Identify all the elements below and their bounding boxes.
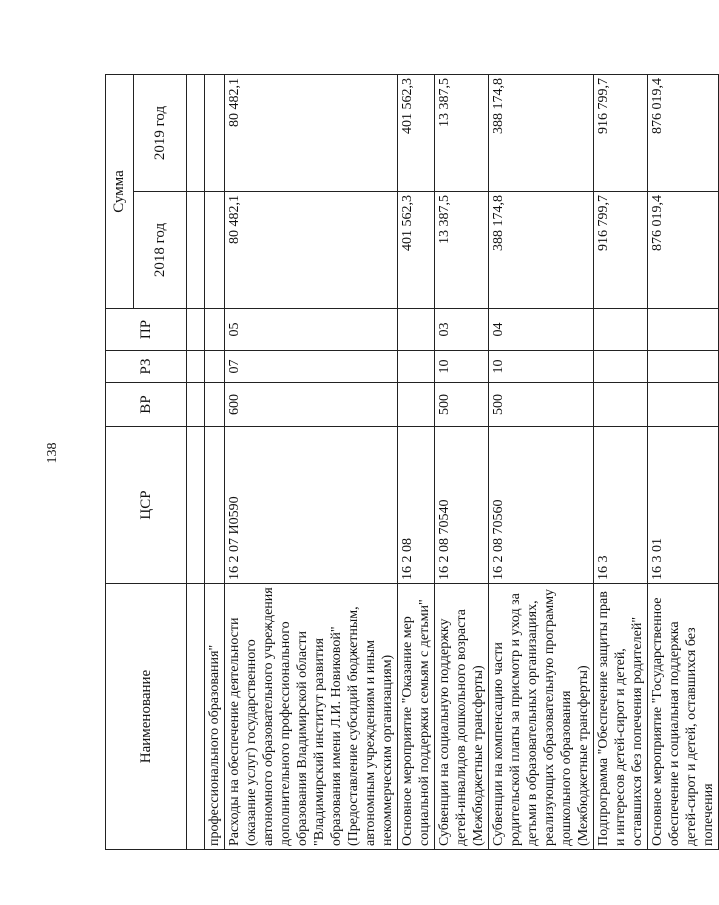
row-sum-2019 xyxy=(205,74,225,191)
header-sum: Сумма xyxy=(106,74,134,308)
table-row xyxy=(435,74,489,849)
header-spacer-row xyxy=(187,74,205,849)
row-sum-2018: 916 799,7 xyxy=(594,192,648,309)
header-year-2019: 2019 год xyxy=(134,74,187,191)
row-vr xyxy=(648,383,719,427)
header-rz: РЗ xyxy=(106,351,187,383)
row-sum-2019: 401 562,3 xyxy=(398,74,435,191)
row-rz: 10 xyxy=(489,351,594,383)
table-row xyxy=(489,74,594,849)
row-sum-2018: 13 387,5 xyxy=(435,192,489,309)
row-sum-2018 xyxy=(205,192,225,309)
row-rz: 07 xyxy=(225,351,398,383)
header-vr: ВР xyxy=(106,383,187,427)
table-row xyxy=(398,74,435,849)
row-csr: 16 2 08 70540 xyxy=(435,427,489,584)
row-csr: 16 2 08 70560 xyxy=(489,427,594,584)
row-sum-2019: 388 174,8 xyxy=(489,74,594,191)
row-pr xyxy=(205,309,225,351)
row-rz xyxy=(205,351,225,383)
row-rz xyxy=(594,351,648,383)
row-vr xyxy=(398,383,435,427)
row-csr: 16 2 07 И0590 xyxy=(225,427,398,584)
row-name: Подпрограмма "Обеспечение защиты прав и интересов детей-сирот и детей, оставшихся без попечения родителей" xyxy=(594,584,648,850)
page-number: 138 xyxy=(45,442,60,464)
row-pr xyxy=(594,309,648,351)
table-row xyxy=(225,74,398,849)
row-csr: 16 3 01 xyxy=(648,427,719,584)
row-name: Субвенции на социальную поддержку детей-инвалидов дошкольного возраста (Межбюджетные трансферты) xyxy=(435,584,489,850)
row-name: Основное мероприятие "Государственное обеспечение и социальная поддержка детей-сирот и детей, оставшихся без попечения xyxy=(648,584,719,850)
table-row xyxy=(594,74,648,849)
header-csr: ЦСР xyxy=(106,427,187,584)
row-sum-2019: 13 387,5 xyxy=(435,74,489,191)
row-pr: 04 xyxy=(489,309,594,351)
row-rz xyxy=(398,351,435,383)
row-pr xyxy=(648,309,719,351)
row-vr xyxy=(205,383,225,427)
row-sum-2018: 876 019,4 xyxy=(648,192,719,309)
table-body xyxy=(205,74,719,849)
row-vr: 500 xyxy=(435,383,489,427)
row-vr xyxy=(594,383,648,427)
budget-table xyxy=(105,74,719,850)
row-pr: 03 xyxy=(435,309,489,351)
row-sum-2018: 80 482,1 xyxy=(225,192,398,309)
row-csr xyxy=(205,427,225,584)
row-pr xyxy=(398,309,435,351)
row-sum-2019: 876 019,4 xyxy=(648,74,719,191)
header-pr: ПР xyxy=(106,309,187,351)
row-pr: 05 xyxy=(225,309,398,351)
row-sum-2018: 401 562,3 xyxy=(398,192,435,309)
header-name: Наименование xyxy=(106,584,187,850)
row-sum-2019: 916 799,7 xyxy=(594,74,648,191)
row-csr: 16 2 08 xyxy=(398,427,435,584)
row-csr: 16 3 xyxy=(594,427,648,584)
table-row xyxy=(205,74,225,849)
table-row xyxy=(648,74,719,849)
row-rz: 10 xyxy=(435,351,489,383)
row-name: Расходы на обеспечение деятельности (оказание услуг) государственного автономного образовательного учреждения дополнительного профессионального образования Владимирской области "Владимирский институт развития образования имени Л.И. Новиковой" (Предоставление субсидий бюджетным, автономным учреждениям и иным некоммерческим организациям) xyxy=(225,584,398,850)
budget-table-wrapper xyxy=(105,75,716,850)
row-vr: 600 xyxy=(225,383,398,427)
row-sum-2019: 80 482,1 xyxy=(225,74,398,191)
row-sum-2018: 388 174,8 xyxy=(489,192,594,309)
row-vr: 500 xyxy=(489,383,594,427)
table-header xyxy=(106,74,205,849)
row-name: профессионального образования" xyxy=(205,584,225,850)
row-rz xyxy=(648,351,719,383)
row-name: Субвенции на компенсацию части родительской платы за присмотр и уход за детьми в образовательных организациях, реализующих образовательную программу дошкольного образования (Межбюджетные трансферты) xyxy=(489,584,594,850)
row-name: Основное мероприятие "Оказание мер социальной поддержки семьям с детьми" xyxy=(398,584,435,850)
header-year-2018: 2018 год xyxy=(134,192,187,309)
